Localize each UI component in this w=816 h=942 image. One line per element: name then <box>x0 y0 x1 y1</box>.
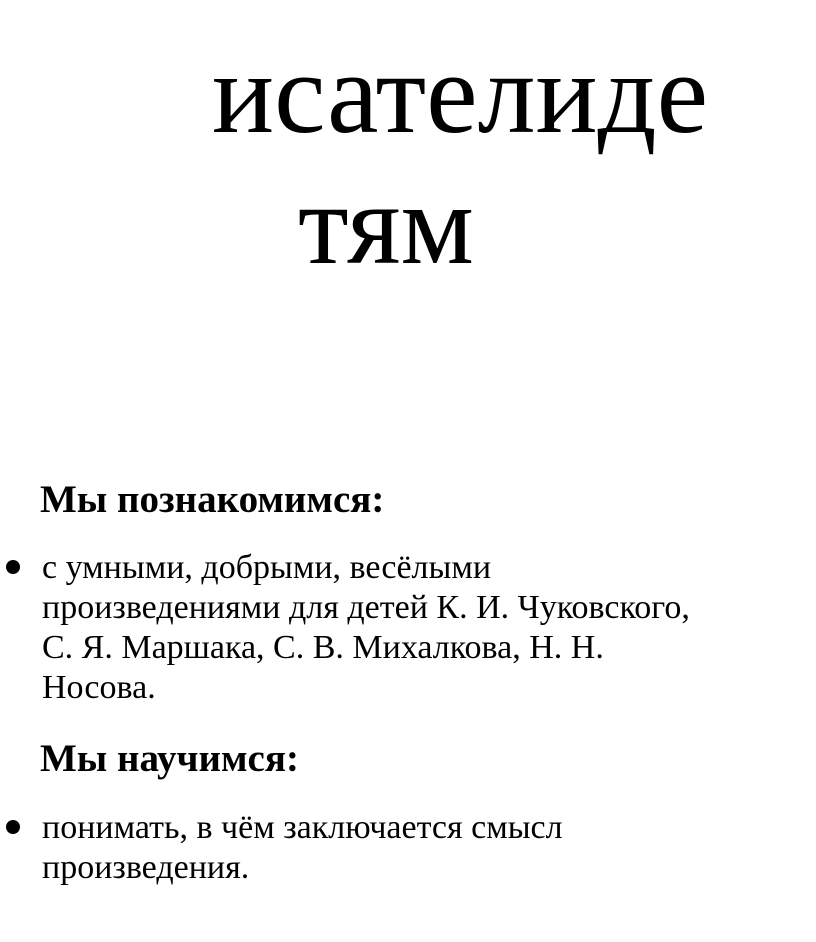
bullet-text <box>42 548 690 708</box>
section-heading-learn-to: Мы научимся: <box>40 737 299 780</box>
bullet-item-meaning <box>6 808 706 888</box>
bullet-dot-icon <box>6 560 20 574</box>
bullet-line: Носова. <box>42 669 156 706</box>
bullet-dot-icon <box>6 820 20 834</box>
bullet-line: произведения. <box>42 849 250 886</box>
bullet-text <box>42 808 563 888</box>
page-title-line-2: тям <box>298 161 474 289</box>
bullet-line: произведениями для детей К. И. Чуковского, <box>42 589 690 626</box>
section-heading-learn-about: Мы познакомимся: <box>40 478 385 521</box>
page-title-line-1: исателиде <box>212 30 709 158</box>
bullet-line: с умными, добрыми, весёлыми <box>42 549 492 586</box>
bullet-line: С. Я. Маршака, С. В. Михалкова, Н. Н. <box>42 629 604 666</box>
bullet-line: понимать, в чём заключается смысл <box>42 809 563 846</box>
bullet-item-works <box>6 548 706 708</box>
